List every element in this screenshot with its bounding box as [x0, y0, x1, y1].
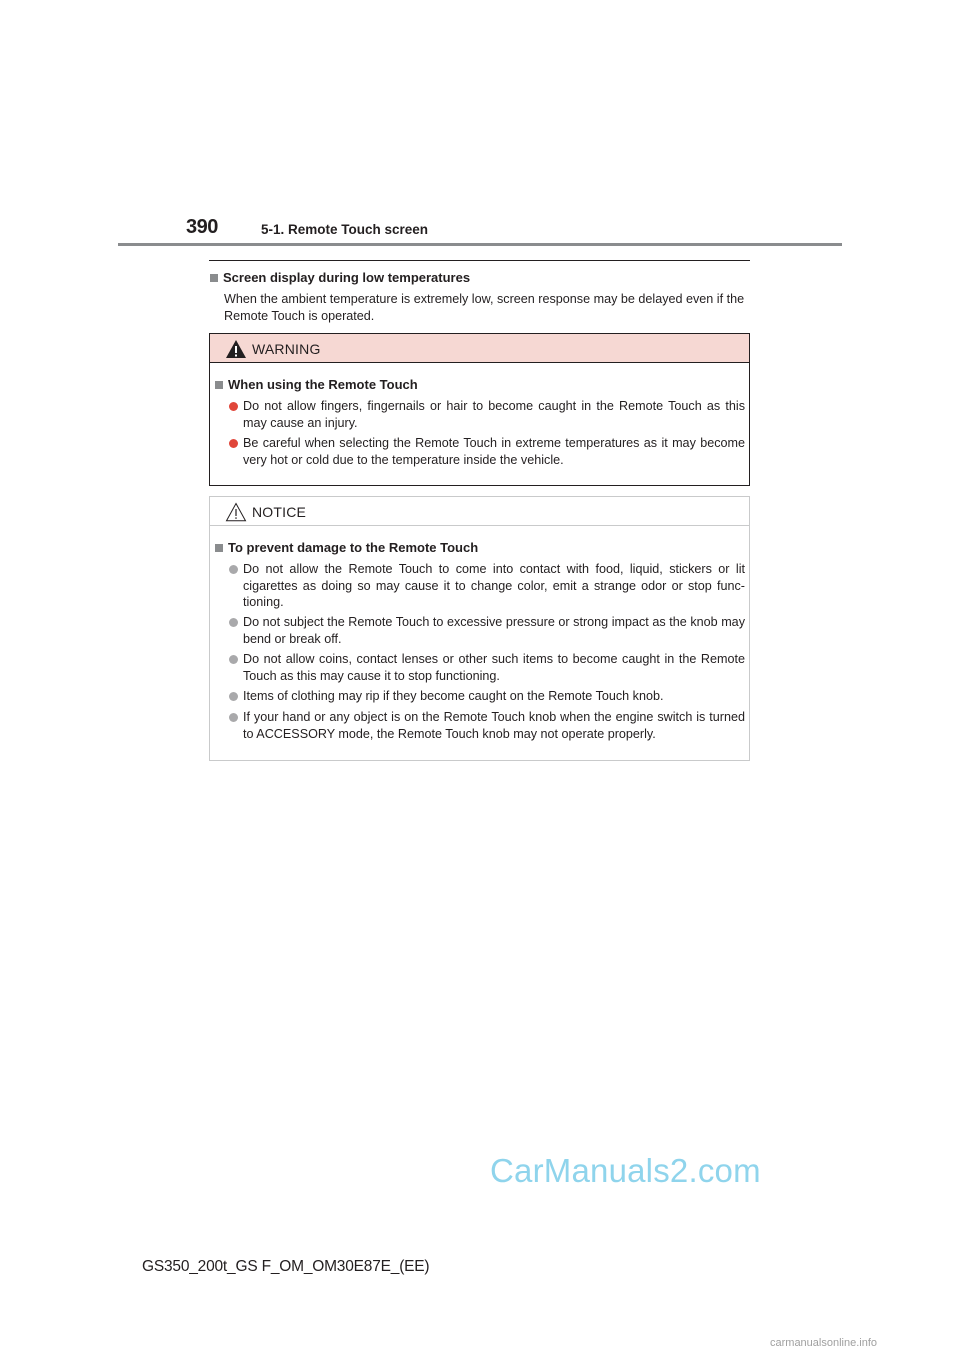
warning-triangle-icon [225, 339, 247, 359]
header-rule [118, 243, 842, 246]
notice-item [229, 561, 745, 611]
notice-item [229, 614, 745, 647]
topic-heading-text: Screen display during low temperatures [223, 270, 471, 285]
warning-item-text: Be careful when selecting the Remote Touch in extreme temperatures as it may become very hot or cold due to the temperature inside the vehicle. [243, 436, 745, 467]
watermark-url: carmanualsonline.info [770, 1337, 878, 1349]
notice-item-text: If your hand or any object is on the Remote Touch knob when the engine switch is turned to ACCESSORY mode, the Remote Touch knob may not operate properly. [243, 710, 745, 741]
notice-box [209, 496, 750, 761]
warning-label: WARNING [252, 341, 321, 357]
notice-heading-text: To prevent damage to the Remote Touch [228, 540, 479, 555]
footer-code: GS350_200t_GS F_OM_OM30E87E_(EE) [142, 1258, 430, 1275]
notice-heading [215, 540, 478, 556]
warning-heading [215, 377, 418, 393]
bullet-dot-icon [229, 692, 238, 701]
topic-text: When the ambient temperature is extremely low, screen response may be delayed even if the Remote Touch is operated. [224, 292, 745, 323]
bullet-dot-icon [229, 402, 238, 411]
square-bullet-icon [215, 381, 223, 389]
bullet-dot-icon [229, 439, 238, 448]
warning-item [229, 398, 745, 431]
bullet-dot-icon [229, 618, 238, 627]
watermark-logo: CarManuals2.com [490, 1152, 761, 1189]
notice-header [210, 497, 749, 526]
warning-box [209, 333, 750, 486]
page-number: 390 [186, 216, 218, 238]
warning-header [210, 334, 749, 363]
bullet-dot-icon [229, 713, 238, 722]
notice-item-text: Do not subject the Remote Touch to excessive pressure or strong impact as the knob may bend or break off. [243, 615, 745, 646]
warning-heading-text: When using the Remote Touch [228, 377, 418, 392]
section-title: 5-1. Remote Touch screen [261, 222, 429, 237]
warning-item [229, 435, 745, 468]
notice-item [229, 651, 745, 684]
notice-label: NOTICE [252, 504, 307, 520]
bullet-dot-icon [229, 565, 238, 574]
bullet-dot-icon [229, 655, 238, 664]
topic-heading [210, 270, 470, 286]
notice-item-text: Do not allow the Remote Touch to come into contact with food, liquid, stickers or lit cigarettes as doing so may cause it to change color, emit a strange odor or stop func-tioning. [243, 562, 745, 609]
warning-item-text: Do not allow fingers, fingernails or hair to become caught in the Remote Touch as this may cause an injury. [243, 399, 745, 430]
notice-triangle-icon [225, 502, 247, 522]
notice-item [229, 709, 745, 742]
notice-item-text: Items of clothing may rip if they become caught on the Remote Touch knob. [243, 689, 664, 703]
square-bullet-icon [210, 274, 218, 282]
notice-item-text: Do not allow coins, contact lenses or other such items to become caught in the Remote Touch as this may cause it to stop functioning. [243, 652, 745, 683]
topic-rule [209, 260, 750, 261]
notice-item [229, 688, 745, 705]
square-bullet-icon [215, 544, 223, 552]
